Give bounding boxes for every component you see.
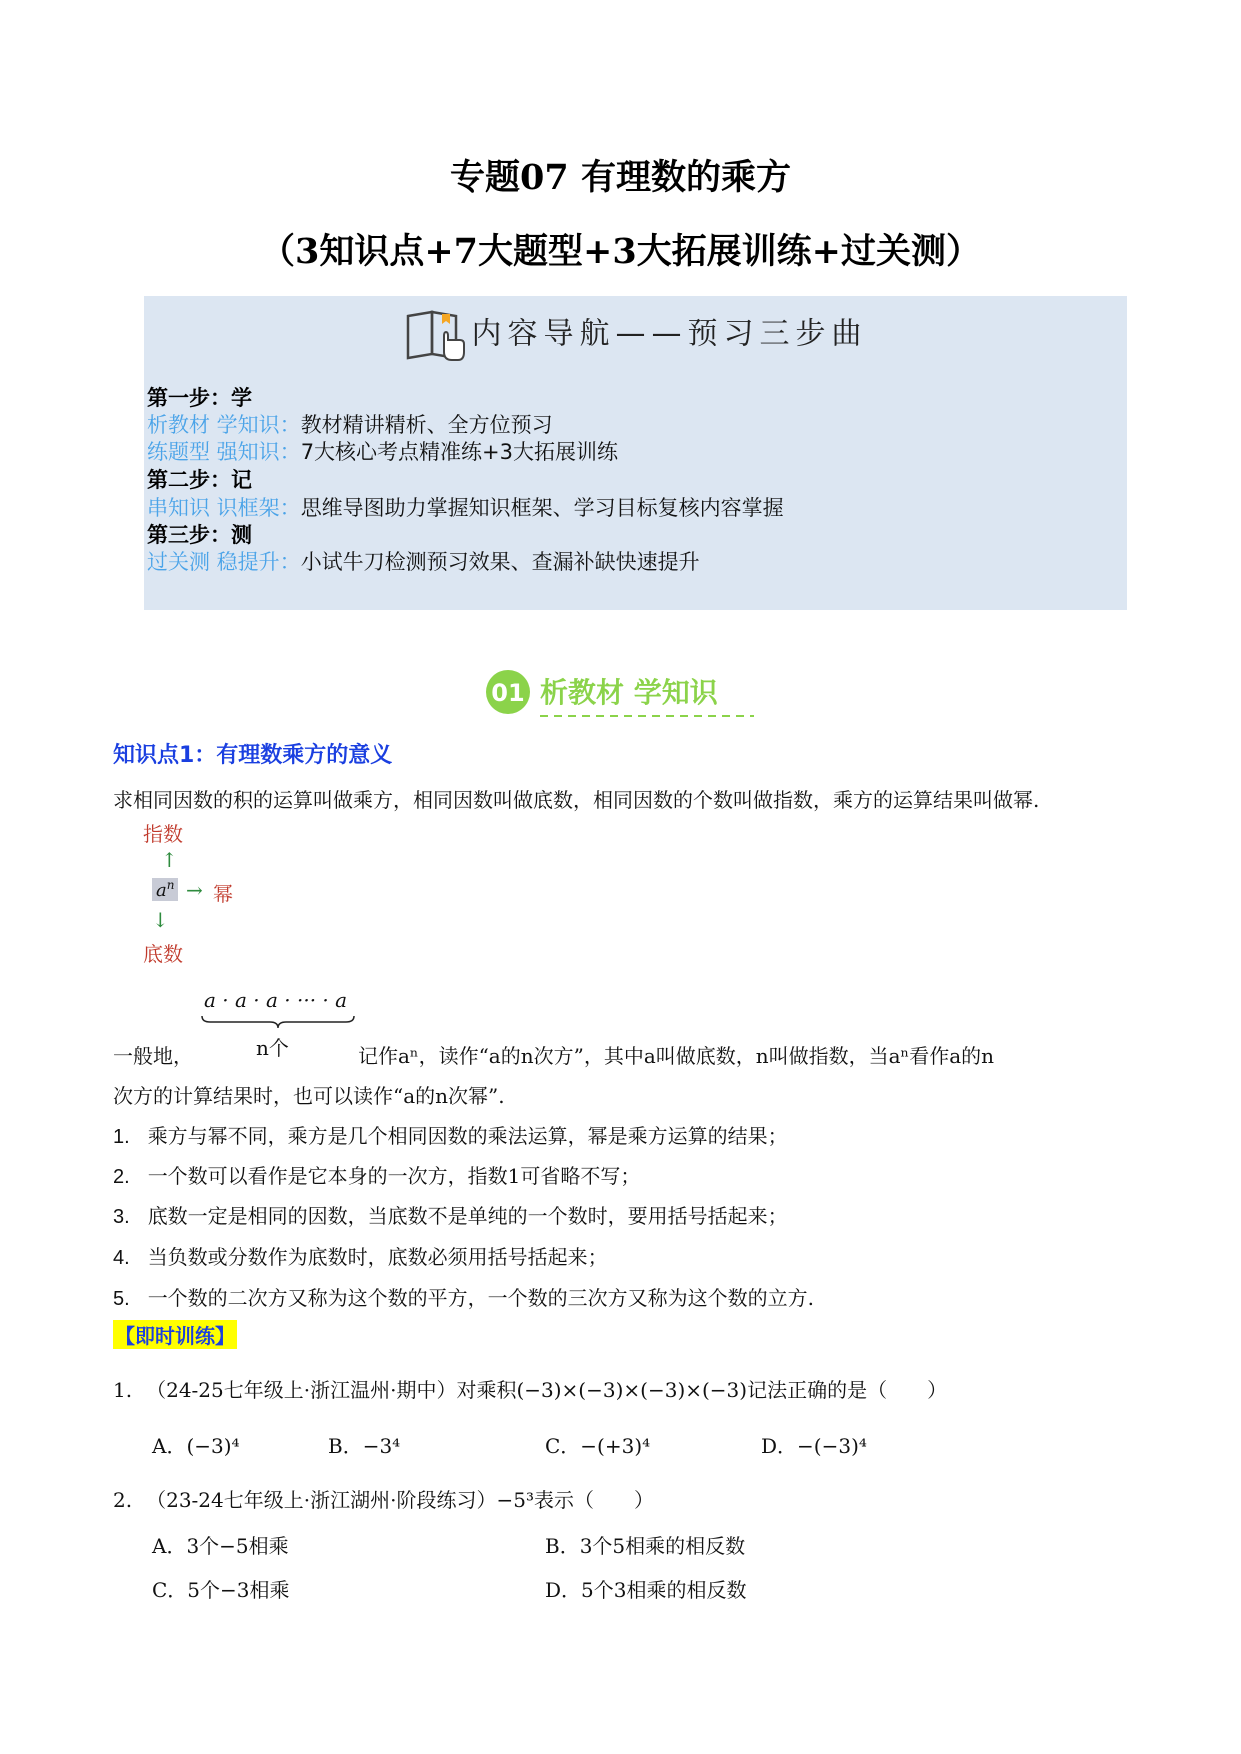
- nav-row-desc: 教材精讲精析、全方位预习: [300, 413, 553, 437]
- list-text: 一个数可以看作是它本身的一次方，指数1可省略不写；: [147, 1164, 641, 1188]
- underbrace-icon: [200, 1014, 356, 1030]
- option-a[interactable]: A．(−3)⁴: [152, 1434, 240, 1458]
- list-item: [113, 1282, 814, 1311]
- nav-step-1: 第一步：学: [147, 386, 252, 410]
- question-text: （23-24七年级上·浙江湖州·阶段练习）−5³表示（ ）: [146, 1488, 654, 1512]
- section-number: 01: [491, 679, 525, 707]
- nav-row-label: 析教材 学知识：: [147, 413, 301, 437]
- question-2: [113, 1484, 654, 1513]
- exponent-symbol: n: [166, 878, 175, 892]
- brace-count: n个: [256, 1036, 289, 1060]
- up-arrow-icon: ↑: [161, 848, 178, 872]
- nav-step-3: 第三步：测: [147, 523, 252, 547]
- list-text: 底数一定是相同的因数，当底数不是单纯的一个数时，要用括号括起来；: [147, 1204, 788, 1228]
- nav-row-label: 过关测 稳提升：: [147, 550, 301, 574]
- section-title: 析教材 学知识: [540, 676, 718, 709]
- content-navigation-box: [144, 296, 1127, 610]
- section-header: [484, 668, 764, 728]
- list-item: [113, 1241, 608, 1270]
- question-1: [113, 1374, 947, 1403]
- nav-row-label: 练题型 强知识：: [147, 440, 301, 464]
- list-text: 一个数的二次方又称为这个数的平方，一个数的三次方又称为这个数的立方.: [147, 1286, 815, 1310]
- nav-row-desc: 小试牛刀检测预习效果、查漏补缺快速提升: [300, 550, 700, 574]
- list-number: 3.: [113, 1206, 130, 1228]
- option-c[interactable]: C．5个−3相乘: [152, 1578, 290, 1602]
- nav-row-4: [147, 546, 700, 576]
- exponent-label: 指数: [143, 822, 183, 846]
- list-item: [113, 1160, 640, 1189]
- nav-heading-text: 内容导航——预习三步曲: [471, 316, 868, 352]
- list-text: 乘方与幂不同，乘方是几个相同因数的乘法运算，幂是乘方运算的结果；: [147, 1124, 788, 1148]
- repeated-product: a · a · a · ··· · a: [204, 988, 348, 1012]
- page-title: 专题07 有理数的乘方: [450, 157, 791, 198]
- base-label: 底数: [143, 942, 183, 966]
- list-number: 1.: [113, 1126, 130, 1148]
- option-b[interactable]: B．3个5相乘的相反数: [545, 1534, 746, 1558]
- question-text: （24-25七年级上·浙江温州·期中）对乘积(−3)×(−3)×(−3)×(−3)记法正确的是（ ）: [146, 1378, 948, 1402]
- definition-text: 求相同因数的积的运算叫做乘方，相同因数叫做底数，相同因数的个数叫做指数，乘方的运算结果叫做幂.: [113, 788, 1040, 812]
- list-item: [113, 1200, 788, 1229]
- option-a[interactable]: A．3个−5相乘: [152, 1534, 289, 1558]
- power-symbol: [152, 878, 178, 901]
- nav-heading: [144, 306, 1127, 364]
- nav-step-2: 第二步：记: [147, 468, 252, 492]
- down-arrow-icon: ↓: [152, 908, 169, 932]
- practice-tag: 【即时训练】: [113, 1320, 237, 1349]
- list-text: 当负数或分数作为底数时，底数必须用括号括起来；: [147, 1245, 608, 1269]
- general-line-2: 次方的计算结果时，也可以读作“a的n次幂”.: [113, 1084, 505, 1108]
- nav-row-desc: 思维导图助力掌握知识框架、学习目标复核内容掌握: [300, 496, 784, 520]
- page-subtitle: （3知识点+7大题型+3大拓展训练+过关测）: [259, 231, 982, 272]
- section-badge-graphic: [484, 668, 764, 724]
- nav-row-2: [147, 436, 618, 466]
- option-c[interactable]: C．−(+3)⁴: [545, 1434, 651, 1458]
- right-arrow-icon: →: [186, 878, 203, 902]
- book-pointer-icon: [404, 306, 468, 364]
- nav-row-1: [147, 409, 553, 439]
- base-symbol: a: [156, 880, 167, 901]
- general-prefix: 一般地，: [113, 1044, 193, 1068]
- nav-row-3: [147, 492, 784, 522]
- power-label: 幂: [213, 882, 233, 906]
- general-line-1: 记作aⁿ，读作“a的n次方”，其中a叫做底数，n叫做指数，当aⁿ看作a的n: [358, 1044, 995, 1068]
- list-item: [113, 1120, 788, 1149]
- option-d[interactable]: D．5个3相乘的相反数: [545, 1578, 747, 1602]
- option-b[interactable]: B．−3⁴: [328, 1434, 401, 1458]
- question-number: 2.: [113, 1488, 133, 1512]
- question-number: 1.: [113, 1378, 133, 1402]
- list-number: 4.: [113, 1247, 130, 1269]
- list-number: 5.: [113, 1288, 130, 1310]
- option-d[interactable]: D．−(−3)⁴: [761, 1434, 867, 1458]
- knowledge-point-title: 知识点1：有理数乘方的意义: [113, 743, 393, 768]
- nav-row-label: 串知识 识框架：: [147, 496, 301, 520]
- list-number: 2.: [113, 1166, 130, 1188]
- nav-row-desc: 7大核心考点精准练+3大拓展训练: [300, 440, 619, 464]
